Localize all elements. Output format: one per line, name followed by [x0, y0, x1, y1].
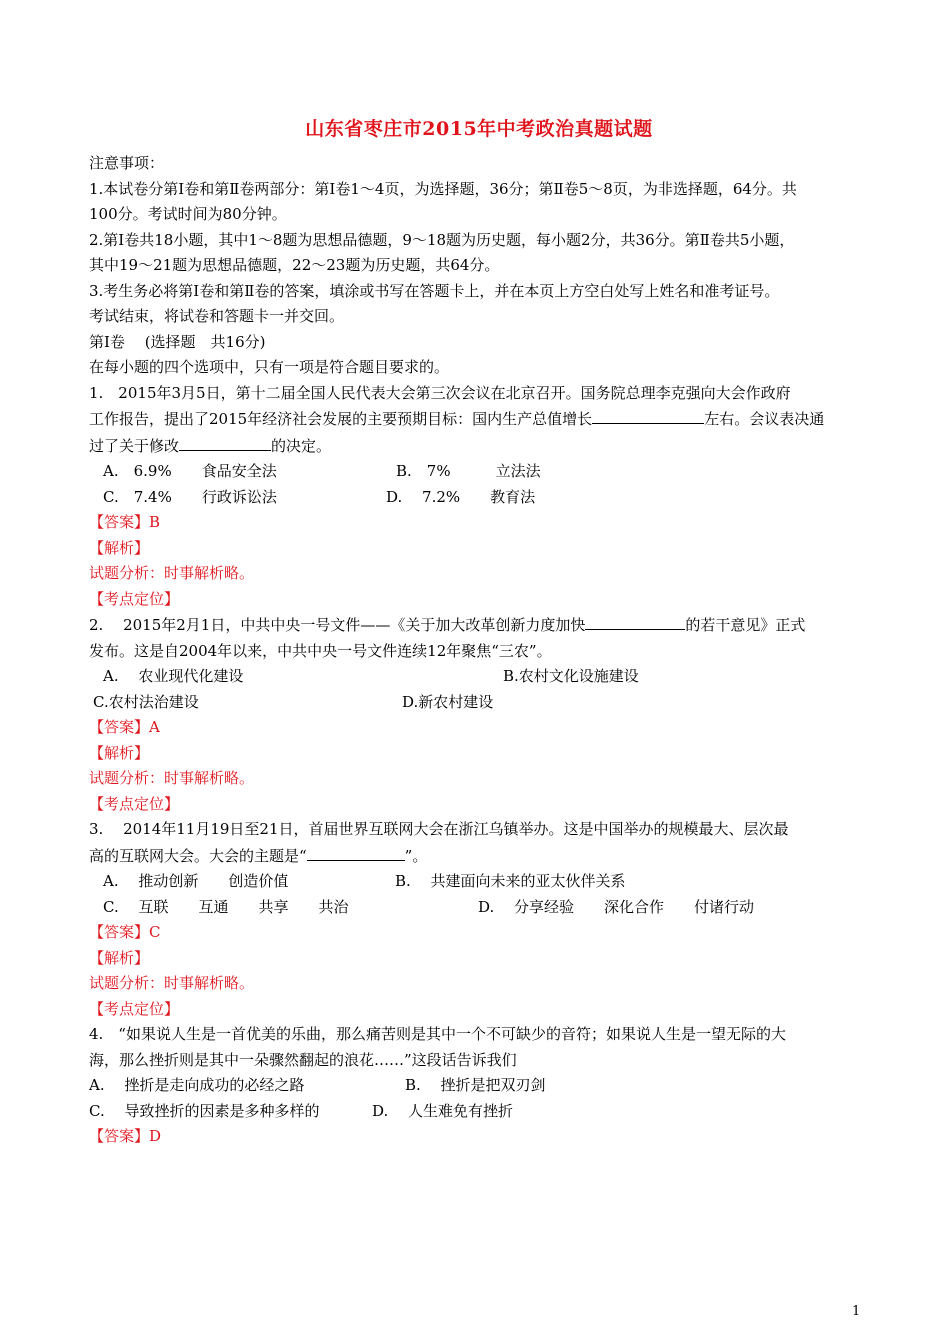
q4-stem-line-1: 4. “如果说人生是一首优美的乐曲，那么痛苦则是其中一个不可缺少的音符；如果说人生是一望无际的大 [89, 1025, 786, 1043]
q2-options-row-1 [89, 664, 869, 690]
q2-option-b: B.农村文化设施建设 [503, 667, 639, 685]
q2-blank [585, 612, 685, 630]
q3-analysis-label: 【解析】 [89, 948, 150, 967]
q1-analysis-text: 试题分析：时事解析略。 [89, 564, 255, 582]
notice-1-line-2: 100分。考试时间为80分钟。 [89, 205, 287, 223]
notice-1-line-1: 1.本试卷分第Ⅰ卷和第Ⅱ卷两部分：第Ⅰ卷1～4页，为选择题，36分；第Ⅱ卷5～8页，为非选择题，64分。共 [89, 179, 797, 198]
q2-option-a: A. 农业现代化建设 [103, 667, 244, 685]
q4-options-row-1 [89, 1073, 869, 1099]
q3-stem-line-2: 高的互联网大会。大会的主题是“ ”。 [89, 843, 869, 870]
q2-stem-line-2: 发布。这是自2004年以来，中共中央一号文件连续12年聚焦“三农”。 [89, 641, 552, 660]
q3-option-c: C. 互联 互通 共享 共治 [103, 897, 349, 916]
q3-answer: 【答案】C [89, 923, 161, 941]
q3-blank [307, 843, 405, 861]
section-heading: 第Ⅰ卷 (选择题 共16分) [89, 332, 266, 351]
document-page [89, 110, 869, 1150]
q3-option-b: B. 共建面向未来的亚太伙伴关系 [395, 872, 626, 890]
q2-location-label: 【考点定位】 [89, 794, 180, 813]
q3-stem-line-1: 3. 2014年11月19日至21日，首届世界互联网大会在浙江乌镇举办。这是中国举办的规模最大、层次最 [89, 820, 789, 838]
q3-option-d: D. 分享经验 深化合作 付诸行动 [478, 897, 755, 916]
q1-options-row-2 [89, 485, 869, 511]
q1-location-label: 【考点定位】 [89, 589, 180, 608]
q4-answer: 【答案】D [89, 1127, 162, 1145]
notice-3-line-2: 考试结束，将试卷和答题卡一并交回。 [89, 307, 345, 325]
q1-stem-line-2: 工作报告，提出了2015年经济社会发展的主要预期目标：国内生产总值增长 左右。会议表决通 [89, 406, 869, 433]
q1-options-row-1 [89, 459, 869, 485]
notice-2-line-2: 其中19～21题为思想品德题，22～23题为历史题，共64分。 [89, 256, 500, 274]
notice-2-line-1: 2.第Ⅰ卷共18小题，其中1～8题为思想品德题，9～18题为历史题，每小题2分，共36分。第Ⅱ卷共5小题， [89, 230, 795, 249]
q1-stem-line-1: 1. 2015年3月5日，第十二届全国人民代表大会第三次会议在北京召开。国务院总理李克强向大会作政府 [89, 383, 791, 402]
q1-answer: 【答案】B [89, 513, 161, 531]
q4-option-c: C. 导致挫折的因素是多种多样的 [89, 1101, 320, 1120]
q4-option-d: D. 人生难免有挫折 [372, 1101, 514, 1120]
q4-options-row-2 [89, 1099, 869, 1125]
q4-option-a: A. 挫折是走向成功的必经之路 [89, 1076, 305, 1094]
q3-options-row-1 [89, 869, 869, 895]
q1-option-d: D. 7.2% 教育法 [386, 487, 536, 506]
q1-option-c: C. 7.4% 行政诉讼法 [103, 487, 277, 506]
q2-answer: 【答案】A [89, 718, 160, 736]
q4-option-b: B. 挫折是把双刃剑 [405, 1076, 546, 1094]
page-number: 1 [852, 1304, 861, 1319]
q3-analysis-text: 试题分析：时事解析略。 [89, 974, 255, 992]
q1-stem-line-3: 过了关于修改 的决定。 [89, 433, 869, 460]
q3-options-row-2 [89, 895, 869, 921]
notice-3-line-1: 3.考生务必将第Ⅰ卷和第Ⅱ卷的答案，填涂或书写在答题卡上，并在本页上方空白处写上姓名和准考证号。 [89, 281, 780, 300]
q1-option-a: A. 6.9% 食品安全法 [103, 462, 277, 480]
q2-option-c: C.农村法治建设 [93, 692, 199, 711]
q2-options-row-2 [89, 690, 869, 716]
q4-stem-line-2: 海，那么挫折则是其中一朵骤然翻起的浪花……”这段话告诉我们 [89, 1050, 517, 1069]
q2-stem-line-1: 2. 2015年2月1日，中共中央一号文件——《关于加大改革创新力度加快 的若干意见》正式 [89, 612, 869, 639]
q1-analysis-label: 【解析】 [89, 538, 150, 557]
q1-option-b: B. 7% 立法法 [396, 462, 541, 480]
instruction: 在每小题的四个选项中，只有一项是符合题目要求的。 [89, 358, 450, 376]
page-title: 山东省枣庄市2015年中考政治真题试题 [305, 118, 653, 140]
q1-blank-1 [592, 406, 704, 424]
q2-option-d: D.新农村建设 [402, 692, 494, 711]
q2-analysis-text: 试题分析：时事解析略。 [89, 769, 255, 787]
q3-location-label: 【考点定位】 [89, 999, 180, 1018]
q1-blank-2 [179, 433, 271, 451]
q3-option-a: A. 推动创新 创造价值 [103, 872, 289, 890]
q2-analysis-label: 【解析】 [89, 743, 150, 762]
notice-heading: 注意事项： [89, 154, 165, 172]
